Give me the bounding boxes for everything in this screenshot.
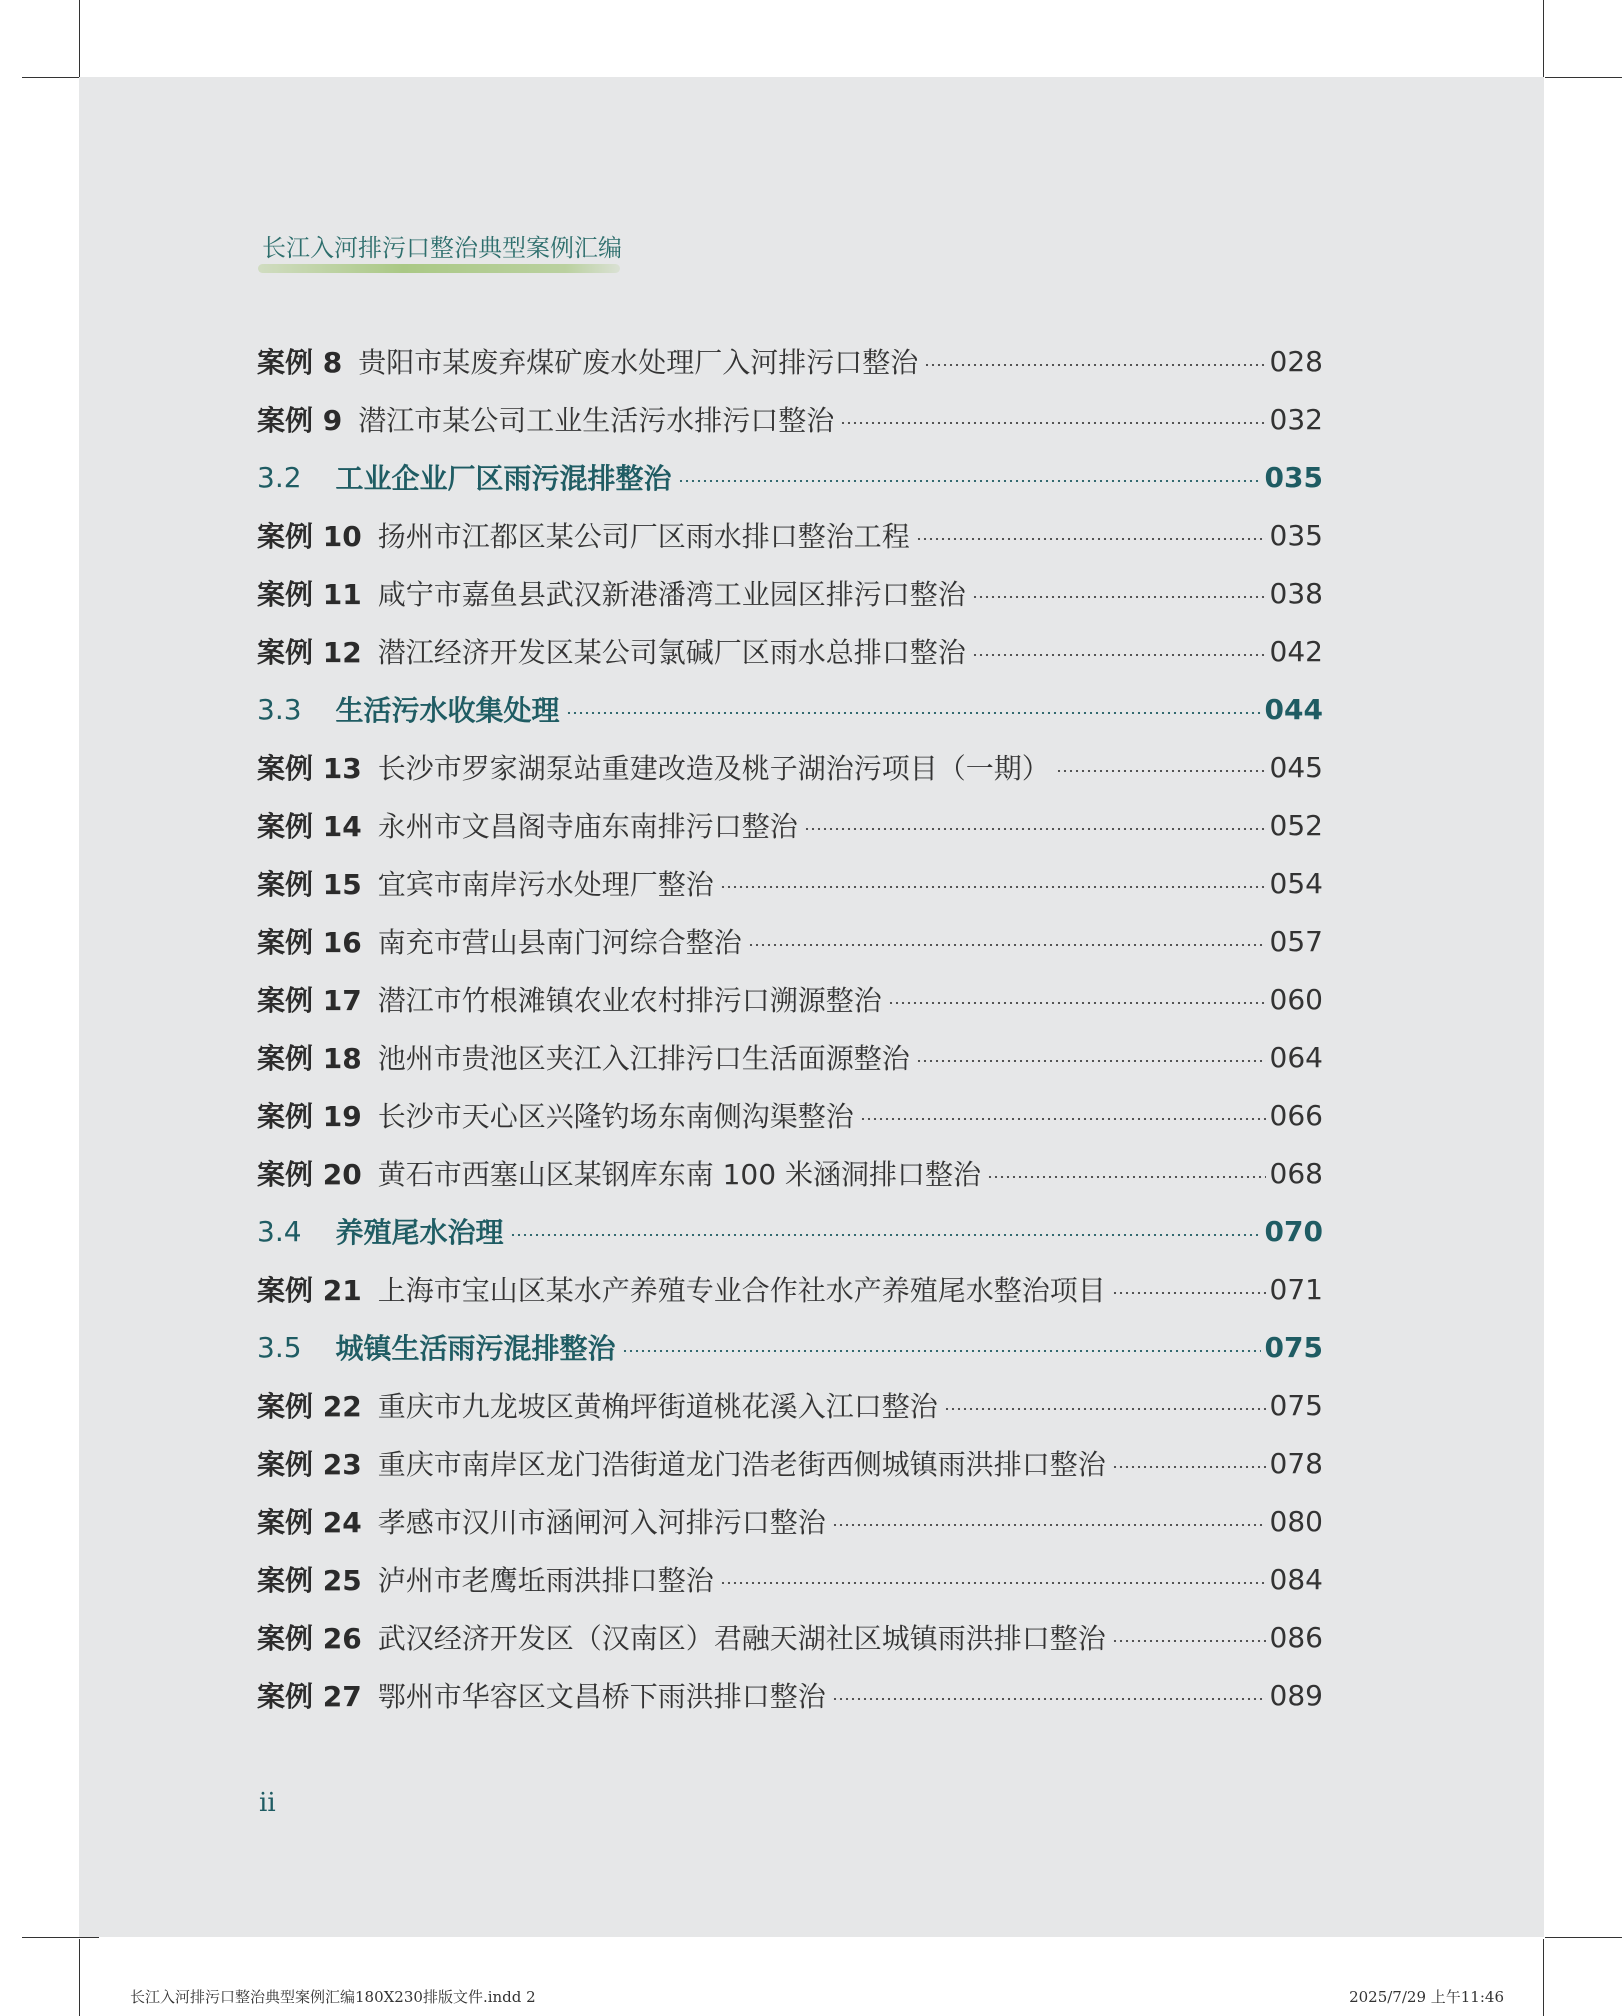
dot-leader — [1112, 1466, 1266, 1468]
dot-leader — [622, 1350, 1261, 1352]
dot-leader — [678, 480, 1261, 482]
toc-case-row[interactable] — [257, 912, 1323, 970]
dot-leader — [860, 1118, 1266, 1120]
dot-leader — [1056, 770, 1266, 772]
toc-section-number: 3.2 — [257, 460, 302, 494]
toc-case-title: 咸宁市嘉鱼县武汉新港潘湾工业园区排污口整治 — [377, 578, 966, 611]
toc-case-label: 案例 21 — [257, 1274, 362, 1307]
dot-leader — [510, 1234, 1261, 1236]
toc-section-title: 生活污水收集处理 — [335, 694, 560, 727]
dot-leader — [972, 596, 1266, 598]
toc-page-number: 045 — [1269, 750, 1323, 784]
toc-section-number: 3.3 — [257, 692, 302, 726]
toc-page-number: 057 — [1269, 924, 1323, 958]
toc-case-title: 重庆市九龙坡区黄桷坪街道桃花溪入江口整治 — [377, 1390, 938, 1423]
toc-case-row[interactable] — [257, 1086, 1323, 1144]
toc-case-title: 长沙市天心区兴隆钓场东南侧沟渠整治 — [377, 1100, 854, 1133]
dot-leader — [972, 654, 1266, 656]
toc-page-number: 032 — [1269, 402, 1323, 436]
toc-case-title: 黄石市西塞山区某钢库东南 100 米涵洞排口整治 — [377, 1158, 981, 1191]
toc-case-title: 宜宾市南岸污水处理厂整治 — [377, 868, 714, 901]
toc-case-row[interactable] — [257, 1492, 1323, 1550]
toc-case-label: 案例 19 — [257, 1100, 362, 1133]
toc-case-label: 案例 27 — [257, 1680, 362, 1713]
dot-leader — [944, 1408, 1266, 1410]
toc-page-number: 042 — [1269, 634, 1323, 668]
toc-case-row[interactable] — [257, 1666, 1323, 1724]
toc-case-label: 案例 22 — [257, 1390, 362, 1423]
table-of-contents — [257, 332, 1323, 1724]
dot-leader — [916, 538, 1266, 540]
dot-leader — [1112, 1640, 1266, 1642]
toc-page-number: 035 — [1264, 460, 1323, 494]
page-number: ii — [259, 1788, 276, 1818]
toc-case-row[interactable] — [257, 854, 1323, 912]
running-title: 长江入河排污口整治典型案例汇编 — [262, 234, 622, 262]
toc-case-row[interactable] — [257, 796, 1323, 854]
dot-leader — [832, 1698, 1266, 1700]
toc-case-title: 潜江市某公司工业生活污水排污口整治 — [358, 404, 835, 437]
toc-case-label: 案例 12 — [257, 636, 362, 669]
toc-case-title: 上海市宝山区某水产养殖专业合作社水产养殖尾水整治项目 — [377, 1274, 1106, 1307]
toc-page-number: 089 — [1269, 1678, 1323, 1712]
toc-case-title: 泸州市老鹰坵雨洪排口整治 — [377, 1564, 714, 1597]
crop-mark — [79, 1939, 80, 2016]
dot-leader — [924, 364, 1265, 366]
toc-case-row[interactable] — [257, 1028, 1323, 1086]
toc-case-row[interactable] — [257, 1434, 1323, 1492]
toc-page-number: 038 — [1269, 576, 1323, 610]
crop-mark — [1543, 1939, 1544, 2016]
toc-case-title: 池州市贵池区夹江入江排污口生活面源整治 — [377, 1042, 910, 1075]
toc-page-number: 078 — [1269, 1446, 1323, 1480]
crop-mark — [79, 0, 80, 77]
crop-mark — [1543, 0, 1544, 77]
toc-page-number: 080 — [1269, 1504, 1323, 1538]
toc-section-row[interactable] — [257, 1318, 1323, 1376]
toc-case-title: 长沙市罗家湖泵站重建改造及桃子湖治污项目（一期） — [377, 752, 1050, 785]
toc-page-number: 066 — [1269, 1098, 1323, 1132]
toc-case-row[interactable] — [257, 1260, 1323, 1318]
toc-case-row[interactable] — [257, 970, 1323, 1028]
toc-case-label: 案例 26 — [257, 1622, 362, 1655]
toc-case-title: 武汉经济开发区（汉南区）君融天湖社区城镇雨洪排口整治 — [377, 1622, 1106, 1655]
dot-leader — [566, 712, 1261, 714]
dot-leader — [832, 1524, 1266, 1526]
title-underline-brush — [258, 264, 620, 273]
toc-case-label: 案例 24 — [257, 1506, 362, 1539]
toc-case-label: 案例 25 — [257, 1564, 362, 1597]
toc-case-label: 案例 9 — [257, 404, 343, 437]
toc-case-row[interactable] — [257, 1550, 1323, 1608]
toc-case-title: 重庆市南岸区龙门浩街道龙门浩老街西侧城镇雨洪排口整治 — [377, 1448, 1106, 1481]
toc-section-title: 养殖尾水治理 — [335, 1216, 504, 1249]
dot-leader — [888, 1002, 1266, 1004]
toc-case-row[interactable] — [257, 738, 1323, 796]
toc-case-title: 孝感市汉川市涵闸河入河排污口整治 — [377, 1506, 826, 1539]
toc-case-row[interactable] — [257, 564, 1323, 622]
toc-case-row[interactable] — [257, 506, 1323, 564]
toc-section-row[interactable] — [257, 448, 1323, 506]
toc-page-number: 052 — [1269, 808, 1323, 842]
toc-page-number: 044 — [1264, 692, 1323, 726]
dot-leader — [1112, 1292, 1266, 1294]
toc-page-number: 054 — [1269, 866, 1323, 900]
toc-page-number: 064 — [1269, 1040, 1323, 1074]
toc-section-title: 城镇生活雨污混排整治 — [335, 1332, 616, 1365]
crop-mark — [22, 1937, 99, 1938]
dot-leader — [840, 422, 1265, 424]
toc-case-title: 潜江市竹根滩镇农业农村排污口溯源整治 — [377, 984, 882, 1017]
toc-page-number: 068 — [1269, 1156, 1323, 1190]
dot-leader — [748, 944, 1266, 946]
toc-case-row[interactable] — [257, 332, 1323, 390]
toc-page-number: 075 — [1264, 1330, 1323, 1364]
toc-case-label: 案例 16 — [257, 926, 362, 959]
toc-page-number: 086 — [1269, 1620, 1323, 1654]
crop-mark — [1545, 77, 1622, 78]
toc-section-row[interactable] — [257, 680, 1323, 738]
dot-leader — [804, 828, 1266, 830]
toc-section-number: 3.5 — [257, 1330, 302, 1364]
crop-mark — [1545, 1937, 1622, 1938]
toc-page-number: 060 — [1269, 982, 1323, 1016]
toc-case-label: 案例 20 — [257, 1158, 362, 1191]
toc-case-label: 案例 15 — [257, 868, 362, 901]
slug-datetime: 2025/7/29 上午11:46 — [1349, 1988, 1504, 2006]
toc-case-label: 案例 18 — [257, 1042, 362, 1075]
toc-page-number: 035 — [1269, 518, 1323, 552]
toc-case-row[interactable] — [257, 622, 1323, 680]
toc-case-title: 扬州市江都区某公司厂区雨水排口整治工程 — [377, 520, 910, 553]
toc-case-title: 永州市文昌阁寺庙东南排污口整治 — [377, 810, 798, 843]
toc-page-number: 071 — [1269, 1272, 1323, 1306]
toc-page-number: 075 — [1269, 1388, 1323, 1422]
toc-case-title: 贵阳市某废弃煤矿废水处理厂入河排污口整治 — [358, 346, 919, 379]
toc-case-label: 案例 17 — [257, 984, 362, 1017]
slug-file-name: 长江入河排污口整治典型案例汇编180X230排版文件.indd 2 — [130, 1988, 536, 2006]
toc-page-number: 070 — [1264, 1214, 1323, 1248]
toc-case-label: 案例 11 — [257, 578, 362, 611]
toc-case-label: 案例 14 — [257, 810, 362, 843]
toc-section-row[interactable] — [257, 1202, 1323, 1260]
toc-case-title: 南充市营山县南门河综合整治 — [377, 926, 742, 959]
toc-case-label: 案例 10 — [257, 520, 362, 553]
toc-case-row[interactable] — [257, 1144, 1323, 1202]
toc-case-title: 潜江经济开发区某公司氯碱厂区雨水总排口整治 — [377, 636, 966, 669]
toc-page-number: 084 — [1269, 1562, 1323, 1596]
dot-leader — [987, 1176, 1266, 1178]
toc-case-row[interactable] — [257, 390, 1323, 448]
toc-page-number: 028 — [1269, 344, 1323, 378]
toc-case-label: 案例 13 — [257, 752, 362, 785]
toc-case-label: 案例 8 — [257, 346, 343, 379]
toc-case-row[interactable] — [257, 1376, 1323, 1434]
toc-case-title: 鄂州市华容区文昌桥下雨洪排口整治 — [377, 1680, 826, 1713]
toc-case-label: 案例 23 — [257, 1448, 362, 1481]
dot-leader — [916, 1060, 1266, 1062]
dot-leader — [720, 886, 1266, 888]
toc-section-title: 工业企业厂区雨污混排整治 — [335, 462, 672, 495]
dot-leader — [720, 1582, 1266, 1584]
toc-case-row[interactable] — [257, 1608, 1323, 1666]
toc-section-number: 3.4 — [257, 1214, 302, 1248]
